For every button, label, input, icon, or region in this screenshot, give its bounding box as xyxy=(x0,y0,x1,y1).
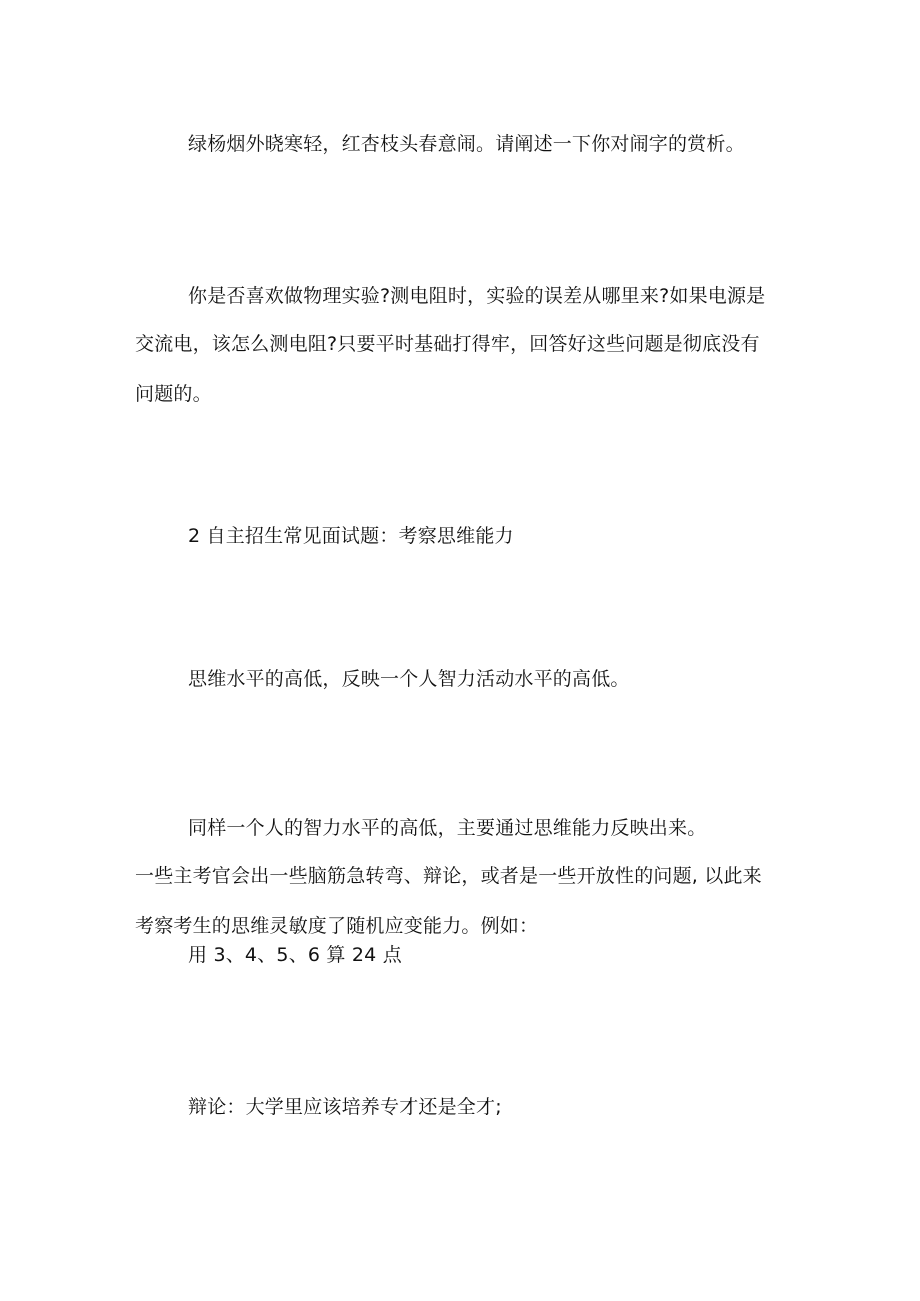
paragraph-thinking-level: 思维水平的高低，反映一个人智力活动水平的高低。 xyxy=(188,668,630,690)
paragraph-intelligence-line-2: 一些主考官会出一些脑筋急转弯、辩论，或者是一些开放性的问题, 以此来 xyxy=(135,865,762,887)
paragraph-physics-line-3: 问题的。 xyxy=(135,383,212,405)
example-debate: 辩论：大学里应该培养专才还是全才; xyxy=(188,1096,502,1118)
paragraph-intelligence-line-1: 同样一个人的智力水平的高低，主要通过思维能力反映出来。 xyxy=(188,817,707,839)
paragraph-physics-line-2: 交流电，该怎么测电阻?只要平时基础打得牢，回答好这些问题是彻底没有 xyxy=(135,333,760,355)
paragraph-intelligence-line-3: 考察考生的思维灵敏度了随机应变能力。例如： xyxy=(135,915,539,937)
example-24-points: 用 3、4、5、6 算 24 点 xyxy=(188,944,402,966)
paragraph-physics-line-1: 你是否喜欢做物理实验?测电阻时，实验的误差从哪里来?如果电源是 xyxy=(188,285,766,307)
section-heading: 2 自主招生常见面试题：考察思维能力 xyxy=(188,525,514,547)
paragraph-poem-question: 绿杨烟外晓寒轻，红杏枝头春意闹。请阐述一下你对闹字的赏析。 xyxy=(188,133,745,155)
